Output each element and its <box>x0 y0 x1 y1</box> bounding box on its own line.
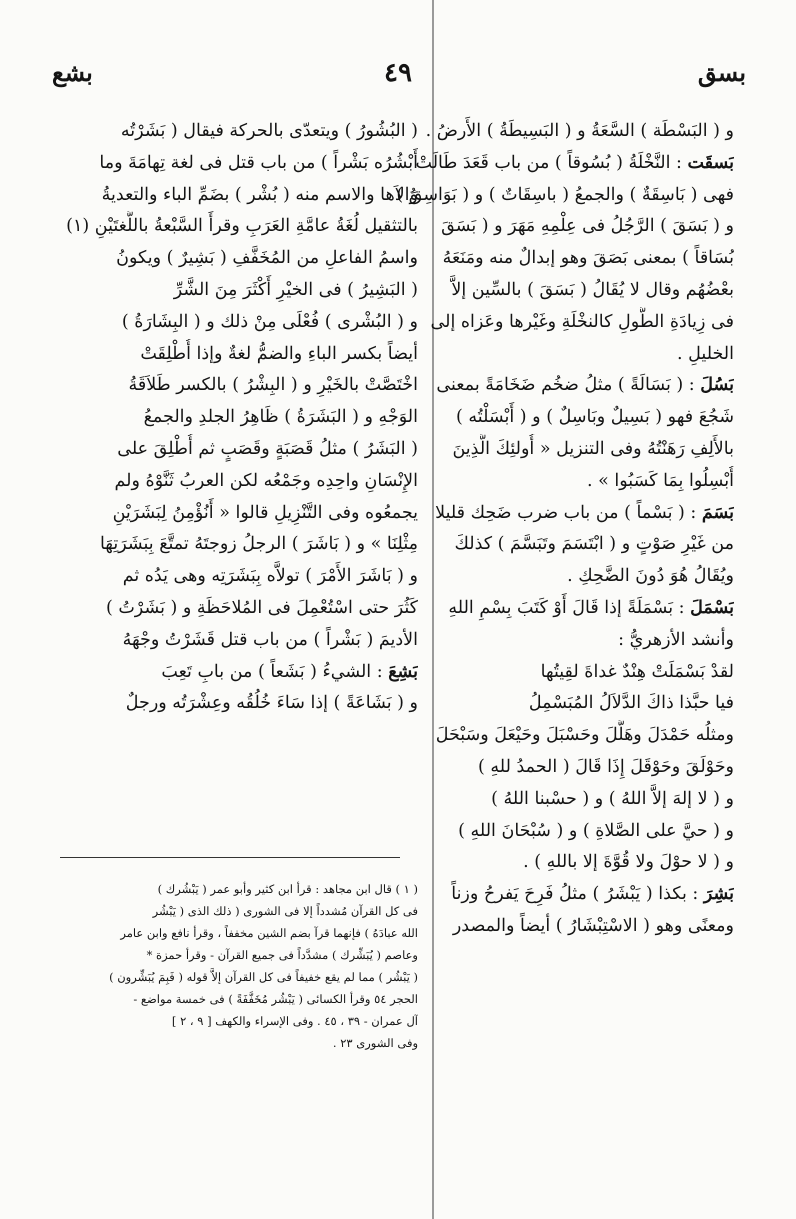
line-text: : ( بَسْماً ) من باب ضرب ضَحِك قليلا <box>435 502 702 523</box>
line-text: : بَسْمَلَةً إذا قَالَ أَوْ كَتَبَ بِسْمِ اللهِ <box>448 597 691 618</box>
text-line <box>42 307 418 339</box>
footnote-line: وعاصم ( يُبَشِّرك ) مشدَّداً فى جميع القرآن - وقرأ حمزة * <box>146 948 418 962</box>
line-text: مِثْلِنَا » و ( بَاشَرَ ) الرجلُ زوجتَهُ تمتَّعَ بِبَشَرَتِهَا <box>99 534 418 555</box>
text-line <box>42 180 418 212</box>
line-text: وَالاَها والاسم منه ( بُشْر ) بضَمِّ الباء والتعديةُ <box>101 184 418 205</box>
line-text: لقدْ بَسْمَلَتْ هِنْدٌ غداةَ لقِيتُها <box>540 661 734 682</box>
text-line <box>382 879 734 911</box>
line-text: بُسَاقاً ) بمعنى بَصَقَ وهو إبدالٌ منه ومَنَعَهُ <box>442 248 734 269</box>
text-line <box>42 593 418 625</box>
line-text: ( البَشَرُ ) مثلُ قَصَبَةٍ وقَصَبٍ ثم أُطْلِقَ على <box>117 438 418 459</box>
footnote-line: آل عمران - ٣٩ ، ٤٥ . وفى الإسراء والكهف [ ٩ ، ٢ ] <box>171 1014 418 1028</box>
text-line <box>382 720 734 752</box>
line-text: بالأَلِفِ رَهَنْتُهُ وفى التنزيل « أُولئِكَ الَّذِينَ <box>452 438 734 459</box>
line-text: أُبْسِلُوا بِمَا كَسَبُوا » . <box>586 470 734 491</box>
text-line <box>382 307 734 339</box>
line-text: و ( البُشْرى ) فُعْلَى مِنْ ذلك و ( البِشَارَةُ ) <box>121 311 418 332</box>
text-line <box>382 752 734 784</box>
line-text: أيضاً بكسر الباءِ والضمُّ لغةٌ وإذا أُطْلِقَتْ <box>140 343 418 364</box>
line-text: ويُقَالُ هُوَ دُونَ الضَّحِكِ . <box>567 566 734 587</box>
headword: بَشِرَ <box>703 884 734 905</box>
line-text: و ( حيَّ على الصَّلاةِ ) و ( سُبْحَانَ اللهِ ) <box>458 820 734 841</box>
footnote-line: فى كل القرآن مُشدداً إلا فى الشورى ( ذلك الذى ( يَبْشُر <box>152 904 418 918</box>
line-text: و ( بَاشَرَ الأَمْرَ ) تولاَّه بِبَشَرَتِه وهى يَدُه ثم <box>122 566 418 587</box>
text-line <box>42 402 418 434</box>
line-text: الأديمَ ( بَشْراً ) من باب قتل قَشَرْتُ وجْهَهُ <box>122 629 418 650</box>
text-line <box>42 275 418 307</box>
text-line <box>382 688 734 720</box>
line-text: بالتثقيل لُغَةُ عامَّةِ العَرَبِ وقرأَ السَّبْعةُ باللُّغتَيْنِ (١) <box>66 216 418 237</box>
line-text: ( البَشِيرُ ) فى الخيْرِ أَكْثَرَ مِنَ الشَّرِّ <box>173 279 418 300</box>
page-number: ٤٩ <box>384 58 412 88</box>
text-line <box>42 466 418 498</box>
text-line <box>42 529 418 561</box>
line-text: الإِنْسَانِ واحِدِه وجَمْعُه لكن العربُ ثَنَّوْهُ ولم <box>114 470 418 491</box>
text-line <box>42 688 418 720</box>
text-line <box>42 498 418 530</box>
line-text: فى زِيادَةِ الطُّولِ كالنخْلَةِ وغَيْرها وعَزاه إلى <box>430 311 734 332</box>
text-line <box>42 657 418 689</box>
line-text: الوَجْهِ و ( البَشَرَةُ ) ظَاهِرُ الجلدِ والجمعُ <box>143 407 418 428</box>
text-line <box>382 529 734 561</box>
running-head-left: بشع <box>52 58 93 87</box>
headword: بَسَمَ <box>701 502 734 523</box>
headword: بَسُلَ <box>700 375 734 396</box>
line-text: أَبْشُرُه بَشْراً ) من باب قتل فى لغة تِهامَةَ وما <box>99 152 418 173</box>
text-line <box>382 116 734 148</box>
footnote-separator <box>60 857 400 858</box>
footnotes <box>42 878 418 1054</box>
line-text: بعْضُهُم وقال لا يُقَالُ ( بَسَقَ ) بالسِّين إلاَّ <box>451 279 734 300</box>
line-text: وحَوْلَقَ وحَوْقَلَ إِذَا قَالَ ( الحمدُ للهِ ) <box>478 756 734 777</box>
line-text: و ( بَسَقَ ) الرَّجُلُ فى عِلْمِهِ مَهَرَ و ( بَسَقَ <box>441 216 734 237</box>
line-text: اخْتَصَّتْ بالخَيْرِ و ( البِشْرُ ) بالكسر طَلاَقَةُ <box>128 375 418 396</box>
line-text: واسمُ الفاعلِ من المُخَفَّفِ ( بَشِيرٌ ) ويكونُ <box>116 248 418 269</box>
line-text: و ( لا حوْلَ ولا قُوَّةَ إلا باللهِ ) . <box>523 852 734 873</box>
text-line <box>42 434 418 466</box>
line-text: وأنشد الأزهريُّ : <box>618 629 734 650</box>
text-line <box>382 498 734 530</box>
text-line <box>382 625 734 657</box>
line-text: ومثلُه حَمْدَلَ وهَلَّلَ وحَسْبَلَ وحَيْعَلَ وسَبْحَلَ <box>435 725 734 746</box>
text-line <box>382 211 734 243</box>
headword: بَسقَت <box>687 152 734 173</box>
text-line <box>382 370 734 402</box>
right-column <box>382 116 734 943</box>
line-text: فيا حبَّذا ذاكَ الدَّلاَلُ المُبَسْمِلُ <box>528 693 734 714</box>
line-text: ( البُشُورُ ) ويتعدّى بالحركة فيقال ( بَشَرْتُه <box>120 121 418 141</box>
text-line <box>382 180 734 212</box>
text-line <box>42 339 418 371</box>
text-line <box>42 370 418 402</box>
text-line <box>42 561 418 593</box>
running-head-right: بسق <box>697 58 746 87</box>
text-line <box>382 911 734 943</box>
left-column <box>42 116 418 720</box>
text-line <box>42 116 418 148</box>
line-text: كَثُرَ حتى اسْتُعْمِلَ فى المُلاحَظَةِ و ( بَشَرْتُ ) <box>105 597 418 618</box>
text-line <box>42 625 418 657</box>
text-line <box>382 847 734 879</box>
footnote-line: ( ١ ) قال ابن مجاهد : قرأ ابن كثير وأبو عمر ( يَبْشُرك ) <box>157 882 418 896</box>
text-line <box>382 784 734 816</box>
text-line <box>42 211 418 243</box>
text-line <box>382 434 734 466</box>
line-text: و ( البَسْطَة ) السَّعَةُ و ( البَسِيطَةُ ) الأَرضُ . <box>425 121 734 141</box>
text-line <box>382 466 734 498</box>
text-line <box>382 243 734 275</box>
text-line <box>382 593 734 625</box>
line-text: الخليلِ . <box>677 343 734 364</box>
text-line <box>382 402 734 434</box>
headword: بَسْمَلَ <box>690 597 734 618</box>
text-line <box>382 275 734 307</box>
line-text: و ( لا إلهَ إلاَّ اللهُ ) و ( حسْبنا اللهُ ) <box>491 788 734 809</box>
footnote-line: الحجر ٥٤ وقرأ الكسائى ( يَبْشُر مُخَفَّفَةً ) فى خمسة مواضع - <box>133 992 418 1006</box>
text-line <box>42 148 418 180</box>
text-line <box>382 339 734 371</box>
line-text: فهى ( بَاسِقَةٌ ) والجمعُ ( باسِقَاتٌ ) و ( بَوَاسِقُ ) <box>396 184 734 205</box>
text-line <box>382 816 734 848</box>
text-line <box>382 561 734 593</box>
line-text: شَجُعَ فهو ( بَسِيلٌ وبَاسِلٌ ) و ( أَبْسَلْتُه ) <box>456 407 734 428</box>
footnote-line: ( يَبْشُر ) مما لم يقع خفيفاً فى كل القرآن إلاَّ قوله ( فَبِمَ يُبَشِّرون ) <box>109 970 418 984</box>
text-line <box>382 148 734 180</box>
line-text: يجمعُوه وفى التَّنْزِيلِ قالوا « أَنُؤْمِنُ لِبَشَرَيْنِ <box>112 502 418 523</box>
line-text: : بكذا ( يَبْشَرُ ) مثلُ فَرِحَ يَفرحُ وزناً <box>451 884 704 905</box>
line-text: و ( بَشَاعَةً ) إذا سَاءَ خُلُقُه وعِشْرَتُه ورجلٌ <box>125 693 418 714</box>
line-text: من غَيْرِ صَوْتٍ و ( ابْتَسَمَ وتَبَسَّمَ ) كذلكَ <box>454 534 734 555</box>
headword: بَشِعَ <box>388 661 418 682</box>
text-line <box>382 657 734 689</box>
line-text: ومعنًى وهو ( الاسْتِبْشَارُ ) أيضاً والمصدر <box>452 915 734 936</box>
line-text: : الشيءُ ( بَشَعاً ) من بابِ تَعِبَ <box>161 661 389 682</box>
line-text: : النَّخْلَةُ ( بُسُوقاً ) من باب قَعَدَ طَالَتْ <box>415 152 688 173</box>
footnote-line: الله عبادَهُ ) فإنهما قرآ بضم الشين مخففاً ، وقرأ نافع وابن عامر <box>120 926 418 940</box>
footnote-line: وفى الشورى ٢٣ . <box>332 1036 418 1050</box>
line-text: : ( بَسَالَةً ) مثلُ ضخُم ضَخَامَةً بمعنى <box>436 375 701 396</box>
text-line <box>42 243 418 275</box>
